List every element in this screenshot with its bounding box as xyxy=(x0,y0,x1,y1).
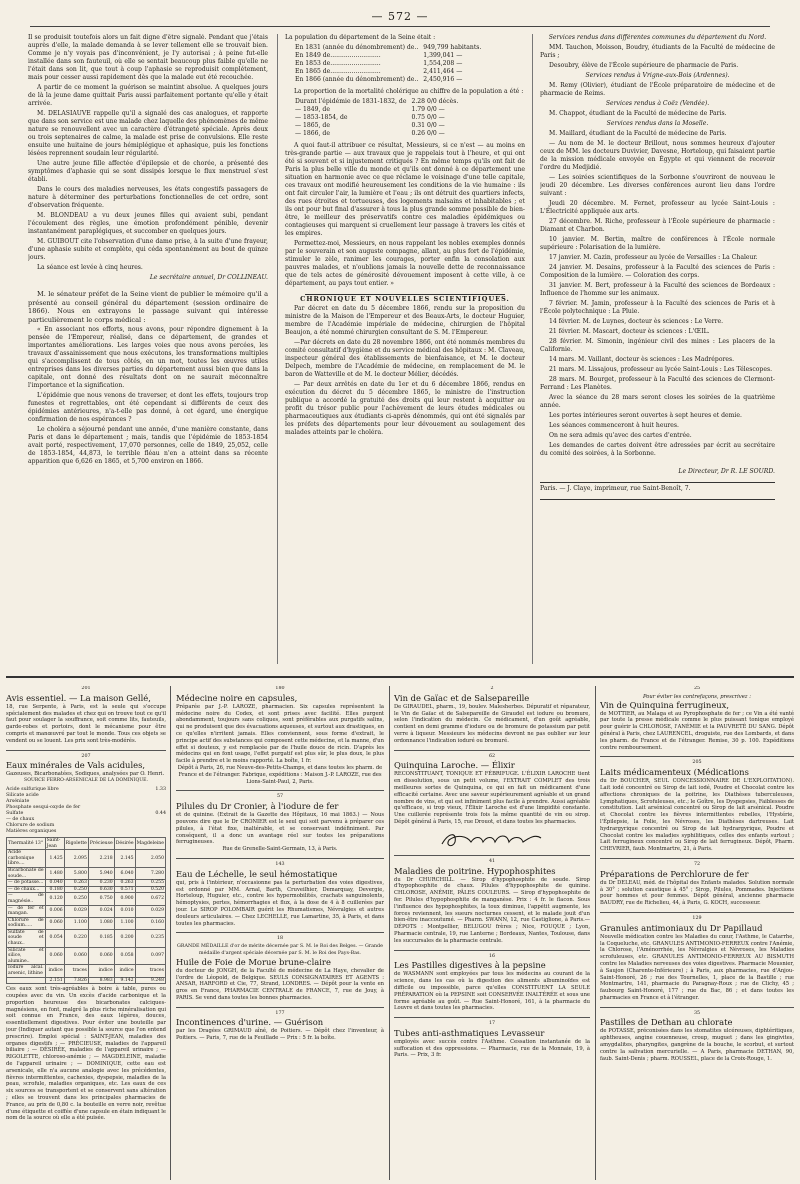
ad-footer: Ces eaux sont très-agréables à boire à table, pures ou coupées avec du vin. Un excès d'acide carbonique et la proportion heureuse des bicarbonates calciques-magnésiens, en font, malgré la plus riche minéralisation qui soit connue en France, des eaux légères, douces, essentiellement digestives. Pour éviter une bouteille par jour (Indiquer autant que possible la source que l'on entend prescrire). Emploi spécial : SAINT-JEAN, maladies des organes digestifs ; — PRÉCIEUSE, maladies de l'appareil biliaire ; — DÉSIRÉE, maladies de l'appareil urinaire ; — RIGOLETTE, chloroso-anémie ; — MAGDELEINE, maladie de l'appareil urinaire ; — DOMINIQUE, cette eau est arsenicale, elle n'a aucune analogie avec les précédentes, fièvres intermittentes, cachexies, dyspepsie, maladies de la peau, scrofule, maladies organiques, etc. Les eaux de ces six sources se transportent et se conservent sans altération ; elles se trouvent dans les principales pharmacies de France, au prix de 0,80 c. la bouteille en verre noir, revêtue d'une étiquette et coiffée d'une capsule en étain indiquant le nom de la source où elle a été puisée. xyxy=(6,986,166,1122)
ad-title: Eau de Léchelle, le seul hémostatique xyxy=(176,868,338,879)
row-label: — de chaux... xyxy=(7,886,46,893)
ad-divider xyxy=(176,932,384,933)
ad-number: 17 xyxy=(488,1021,496,1027)
table-row xyxy=(7,965,166,977)
table-cell: 9.142 xyxy=(114,977,135,984)
table-row xyxy=(7,880,166,887)
ad-number: 62 xyxy=(488,753,496,759)
paragraph: — Les soirées scientifiques de la Sorbonne s'ouvriront de nouveau le jeudi 20 décembre. Les diverses conférences auront lieu dans l'ordre suivant : xyxy=(540,174,775,197)
table-cell: 9.248 xyxy=(135,977,165,984)
list-item: Chlorure de sodium xyxy=(6,822,55,828)
ad-divider xyxy=(176,790,384,791)
table-cell: 7.280 xyxy=(135,867,165,879)
lecture-item: 28 février. M. Simonin, ingénieur civil des mines : Les placers de la Californie. xyxy=(540,338,775,353)
ad-title: Laits médicamenteux (Médications xyxy=(600,767,749,778)
section-heading: Services rendus dans la Moselle. xyxy=(606,120,709,127)
section-heading: Services rendus à Coëz (Vendée). xyxy=(605,100,710,107)
column-2 xyxy=(285,34,525,664)
ad-divider xyxy=(6,750,166,751)
table-cell: 5.800 xyxy=(64,867,88,879)
report-intro: M. le sénateur préfet de la Seine vient de publier le mémoire qu'il a présenté au conseil général du département (session ordinaire de 1866). Nous en extrayons le passage suivant qui intéresse particulièrement le corps médical : xyxy=(28,290,268,324)
table-row xyxy=(295,60,486,68)
row-label: Sulfate de soude et chaux.. xyxy=(8,929,44,947)
row-label: Iodure alcal. arsenic, lithine xyxy=(8,965,44,977)
row-label: En 1865 de.......................... xyxy=(295,68,381,75)
ad-divider xyxy=(176,858,384,859)
table-cell: 0.060 xyxy=(45,917,64,929)
ad-number: 72 xyxy=(693,861,701,867)
row-value: 2,411,464 — xyxy=(423,68,463,75)
ad-jongh xyxy=(176,936,384,1001)
ad-body: Nouvelle médication contre les Maladies du cœur, l'Asthme, le Catarrhe, la Coqueluche, etc. GRANULES ANTIMONIO-FERREUX contre l'Anémie, la Chlorose, l'Aménorrhée, les Névralgies et Névroses, les Maladies scrofuleuses, etc. GRANULES ANTIMONIO-FERREUX AU BISMUTH contre les Maladies nerveuses des voies digestives. Pharmacie Mousnier, à Saujon (Charente-Inférieure) ; à Paris, aux pharmacies, rue d'Anjou-Saint-Honoré, 26 ; rue des Tournelles, 1, place de la Bastille ; rue Montmartre, 141, pharmacie du Paragnay-Roux ; rue de Clichy, 45 ; faubourg Saint-Honoré, 177 ; rue du Bac, 86 ; et dans toutes les pharmacies en France et à l'étranger. xyxy=(600,933,794,1001)
population-intro: La population du département de la Seine était : xyxy=(285,34,436,41)
ad-medal: GRANDE MÉDAILLE d'or de mérite décernée par S. M. le Roi des Belges. — Grande médaille d'argent spéciale décernée par S. M. le Roi des Pays-Bas. xyxy=(177,944,383,956)
paragraph: M. Remy (Olivier), étudiant de l'École préparatoire de médecine et de pharmacie de Reims. xyxy=(540,82,775,97)
paragraph: Les séances commenceront à huit heures. xyxy=(549,422,679,429)
table-row xyxy=(295,68,486,76)
ad-number: 18 xyxy=(276,936,284,942)
row-label: — 1849, de xyxy=(295,106,330,113)
ad-address: Dépôt à Paris, 26, rue Neuve-des-Petits-Champs, et dans toutes les pharm. de France et de l'étranger. Fabrique, expéditions : Maison J.-P. LAROZE, rue des Lions-Saint-Paul, 2, Paris. xyxy=(177,764,383,785)
paragraph: MM. Tauchon, Moisson, Boudry, étudiants de la Faculté de médecine de Paris ; xyxy=(540,44,775,59)
ad-dethan xyxy=(600,1011,794,1063)
list-item: Silicate acide xyxy=(6,792,39,798)
table-cell: 0.672 xyxy=(135,893,165,905)
table-row xyxy=(295,114,463,122)
table-cell: 0.180 xyxy=(45,886,64,893)
director-signature: Le Directeur, Dr R. LE SOURD. xyxy=(678,468,775,475)
ad-number: 180 xyxy=(275,686,285,691)
column-header: Thermalité 13° xyxy=(7,837,46,849)
report-paragraph: « En associant nos efforts, nous avons, pour répondre dignement à la pensée de l'Empereur, réalisé, dans ce département, de grandes et importantes améliorations. Les larges voies que nous avons percées, les travaux d'assainissement que nous exécutons, les transformations multiples qui s'accomplissent de tous côtés, en un mot, toutes les œuvres utiles entreprises dans les diverses parties du département aussi bien que dans la capitale, ont donné des résultats dont on ne saurait méconnaître l'importance et la signification. xyxy=(28,326,268,390)
ad-divider xyxy=(600,858,794,859)
ad-perchlorure xyxy=(600,862,794,907)
row-label: Silicate et silice, alumine.. xyxy=(8,947,44,964)
ad-number: 35 xyxy=(693,1010,701,1016)
paragraph: M. Maillard, étudiant de la Faculté de médecine de Paris. xyxy=(549,130,727,137)
column-header: Saint-Jean xyxy=(45,837,64,849)
ad-body: 18, rue Serpente, à Paris, est la seule qui s'occupe spécialement des malades et chez qui on trouve tout ce qu'il faut pour soulager la souffrance, soit comme lits, fauteuils, garde-robes et portoirs, dont le mécanisme pour être compris et manœuvré par tout le monde. Tous ces objets se vendent ou se louent. Les prix sont très-modérés. xyxy=(6,703,166,744)
paragraph: Permettez-moi, Messieurs, en nous rappelant les nobles exemples donnés par le souverain et son auguste compagne, allant, au plus fort de l'épidémie, stimuler le zèle, ranimer les courages, porter enfin la consolation aux pauvres malades, et n'oublions jamais la nouvelle dette de reconnaissance que de tels actes de générosité dévouement imposent à cette ville, à ce département, au pays tout entier. » xyxy=(285,240,525,287)
mineral-table xyxy=(6,837,166,984)
paragraph: M. GUIBOUT cite l'observation d'une dame prise, à la suite d'une frayeur, d'une aphasie subite et complète, qui céda spontanément au bout de quinze jours. xyxy=(28,238,268,261)
ad-body: et de quinine. (Extrait de la Gazette des Hôpitaux, 16 mai 1863.) — Nous pouvons dire que le Dr CRONIER est le seul qui soit parvenu à préparer ces pilules, à l'état fixe, inaltérable, et se conservant indéfiniment. Par conséquent, il a donc un avantage réel sur toutes les préparations ferrugineuses. xyxy=(176,812,384,846)
ad-number: 143 xyxy=(275,861,285,867)
row-label xyxy=(7,977,46,984)
table-row xyxy=(7,893,166,905)
table-row xyxy=(295,44,486,52)
table-cell: 2.050 xyxy=(135,850,165,868)
table-cell: 0.185 xyxy=(88,929,114,947)
ad-body: Gazeuses, Bicarbonatées, Sodiques, analysées par O. Henri. xyxy=(6,771,165,778)
ad-divider xyxy=(394,1017,590,1018)
table-cell: 1.080 xyxy=(88,917,114,929)
paragraph: M. Chappot, étudiant de la Faculté de médecine de Paris. xyxy=(549,110,727,117)
ad-column-3 xyxy=(394,686,590,1182)
list-item: Matières organiques xyxy=(6,828,57,834)
paragraph: M. DELASIAUVE rappelle qu'il a signalé des cas analogues, et rapporte que dans son service est une malade chez laquelle des phénomènes de même nature se renouvellent avec un caractère d'étrangeté spéciale. Après deux ou trois septenaires de calme, la malade est prise de convulsions. Elle reste ensuite une huitaine de jours hémiplégique et aphasique, puis les fonctions lésées reprennent soudain leur régularité. xyxy=(28,110,268,157)
advertisements-section xyxy=(0,680,800,1184)
table-header-row xyxy=(7,837,166,849)
ad-title: Tubes anti-asthmatiques Levasseur xyxy=(394,1027,545,1038)
lecture-item: 21 février. M. Mascart, docteur ès sciences : L'ŒIL. xyxy=(549,328,710,335)
column-rule xyxy=(532,34,533,664)
ad-number: 41 xyxy=(488,858,496,864)
ad-title: Vin de Gaïac et de Salsepareille xyxy=(394,692,530,703)
ad-subtitle: SOURCE FERRO-ARSENICALE DE LA DOMINIQUE. xyxy=(24,778,148,784)
table-cell: 0.160 xyxy=(135,917,165,929)
paragraph: Avec la séance du 28 mars seront closes les soirées de la quatrième année. xyxy=(540,394,775,409)
ad-body: De GIRAUDEL, pharm., 19, boulev. Malesherbes. Dépuratif et réparateur, le Vin de Gaïac et de Salsepareille de Giraudel est iodure ou bromure, selon l'indication du médecin. Ce médicament, d'un goût agréable, contient en demi gramme d'iodure ou de bromure de potassium par petit verre à liqueur. Messieurs les médecins devront ne pas oublier sur leur ordonnance l'indication ioduré ou bromuré. xyxy=(394,703,590,744)
lecture-item: 31 janvier. M. Bert, professeur à la Faculté des sciences de Bordeaux : Influence de l'homme sur les animaux. xyxy=(540,282,775,297)
table-row xyxy=(7,905,166,917)
chronicle-paragraph: — Par deux arrêtés en date du 1er et du 6 décembre 1866, rendus en exécution du décret du 5 décembre 1865, le ministre de l'instruction publique a accordé la gratuité des droits qui leur restent à acquitter au profit du trésor public pour l'achèvement de leurs études médicales ou pharmaceutiques aux étudiants ci-après dénommés, qui ont été signalés par les préfets des départements pour leur dévouement au soulagement des malades atteints par le choléra. xyxy=(285,381,525,436)
report-paragraph: L'épidémie que nous venons de traverser, et dont les effets, toujours trop funestes et regrettables, ont été cependant si différents de ceux des épidémies antérieures, n'a-t-elle pas donné, à cet égard, une énergique confirmation de nos espérances ? xyxy=(28,392,268,424)
paragraph: M. BLONDEAU a vu deux jeunes filles qui avaient subi, pendant l'écoulement des règles, une émotion profondément pénible, devenir instantanément paraplégiques, et succomber en quelques jours. xyxy=(28,212,268,235)
lecture-item: 10 janvier. M. Bertin, maître de conférences à l'École normale supérieure : Polarisation de la lumière. xyxy=(540,236,775,251)
table-cell: 0.235 xyxy=(135,929,165,947)
paragraph: Les demandes de cartes doivent être adressées par écrit au secrétaire du comité des soirées, à la Sorbonne. xyxy=(540,442,775,457)
table-cell: 7.826 xyxy=(64,977,88,984)
column-header: Désirée xyxy=(114,837,135,849)
ad-title: Vin de Quinquina ferrugineux, xyxy=(600,699,730,710)
ad-title: Préparations de Perchlorure de fer xyxy=(600,868,749,879)
paragraph: Une autre jeune fille affectée d'épilepsie et de chorée, a présenté des symptômes d'aphasie qui se sont dissipés lorsque le flux menstruel s'est établi. xyxy=(28,160,268,183)
imprint-rule xyxy=(540,482,775,483)
table-row xyxy=(295,106,463,114)
row-label: Durant l'épidémie de 1831-1832, de xyxy=(295,98,407,105)
table-cell: 0.250 xyxy=(64,886,88,893)
table-row xyxy=(295,130,463,138)
lecture-item: 24 janvier. M. Desains, professeur à la Faculté des sciences de Paris : Composition de la lumière. — Coloration des corps. xyxy=(540,264,775,279)
ad-title: Médecine noire en capsules, xyxy=(176,692,298,703)
ad-title: Huile de Foie de Morue brune-claire xyxy=(176,956,331,967)
row-label: Acide carbonique libre.... xyxy=(7,850,46,868)
ad-body: du Dr DELEAU, méd. de l'hôpital des Enfants malades. Solution normale à 30° ; solution caustique à 45° ; Sirop, Pilules, Pommades. Injections pour hommes et pour femmes. Dépôt général, ancienne pharmacie BAUDRY, rue de Richelieu, 44, à Paris, G. KOCH, successeur. xyxy=(600,879,794,907)
ad-divider xyxy=(176,1007,384,1008)
table-row xyxy=(7,850,166,868)
paragraph: Dans le cours des maladies nerveuses, les états congestifs passagers de nature à déterminer des perturbations fonctionnelles de cet ordre, sont d'observation fréquente. xyxy=(28,186,268,209)
ad-cronier xyxy=(176,794,384,853)
mortality-table xyxy=(295,98,463,138)
ad-title: Granules antimoniaux du Dr Papillaud xyxy=(600,922,763,933)
table-cell: 0.255 xyxy=(135,880,165,887)
lecture-item: 7 février. M. Jamin, professeur à la Faculté des sciences de Paris et à l'École polytechnique : La Pluie. xyxy=(540,300,775,315)
table-cell: 6.040 xyxy=(114,867,135,879)
table-cell: 0.040 xyxy=(45,880,64,887)
ad-column-1 xyxy=(6,686,166,1182)
mortality-intro: La proportion de la mortalité cholérique au chiffre de la population a été : xyxy=(294,88,524,95)
table-cell: 0.029 xyxy=(135,905,165,917)
table-cell: 0.060 xyxy=(45,947,64,965)
column-header: Rigolette xyxy=(64,837,88,849)
table-cell: 0.900 xyxy=(114,893,135,905)
ad-title: Maladies de poitrine. Hypophosphites xyxy=(394,865,556,876)
ad-body: du Dr CHURCHILL. — Sirop d'hypophosphite de soude. Sirop d'hypophosphite de chaux. Pilules d'hypophosphite de quinine. CHLOROSE, ANÉMIE, PÂLES COULEURS. — Sirop d'hypophosphite de fer. Pilules d'hypophosphite de manganèse. Prix : 4 fr. le flacon. Sous l'influence des hypophosphites, la toux diminue, l'appétit augmente, les forces reviennent, les sueurs nocturnes cessent, et le malade jouit d'un bien-être inaccoutumé. — Pharm. SWANN, 12, rue Castiglione, à Paris.— DÉPOTS : Montpellier, BELUGOU frères ; Nice, FOUQUE ; Lyon, Pharmacie centrale, 19, rue Lanterne ; Bordeaux, Nantes, Toulouse, dans les succursales de la pharmacie centrale. xyxy=(394,876,590,944)
table-row xyxy=(7,867,166,879)
paragraph: On ne sera admis qu'avec des cartes d'entrée. xyxy=(549,432,692,439)
ad-guerison xyxy=(176,1011,384,1042)
row-value: 949,799 habitants. xyxy=(423,44,482,51)
table-cell: 2.145 xyxy=(114,850,135,868)
ad-number: 57 xyxy=(276,794,284,800)
row-value: 2,450,916 — xyxy=(423,76,463,83)
row-label: — de fer et mangan. xyxy=(8,905,44,917)
lecture-item: 28 mars. M. Bourget, professeur à la Faculté des sciences de Clermont-Ferrand : Les Planètes. xyxy=(540,376,775,391)
table-cell: traces xyxy=(135,965,165,977)
table-row xyxy=(295,122,463,130)
ad-divider xyxy=(600,1007,794,1008)
table-cell: indice xyxy=(45,965,64,977)
table-cell: 0.230 xyxy=(88,880,114,887)
ad-divider xyxy=(600,912,794,913)
ad-body: de MOTTIER, au Malaga et au Pyrophosphate de fer ; ce Vin a été vanté par toute la presse médicale comme le plus puissant tonique employé pour guérir la CHLOROSE, l'ANÉMIE et la PAUVRETÉ DU SANG. Dépôt général à Paris, chez LAURENCEL, droguiste, rue des Lombards, et dans les pharm. de France et de l'étranger. Remise, 30 p. 100. Expéditions contre remboursement. xyxy=(600,710,794,751)
ad-divider xyxy=(394,750,590,751)
row-value: 1,554,208 — xyxy=(423,60,463,67)
population-table xyxy=(295,44,486,84)
paragraph: Les portes intérieures seront ouvertes à sept heures et demie. xyxy=(549,412,742,419)
advertisements-rule xyxy=(6,676,794,678)
row-label: Chlorure de sodium..... xyxy=(8,917,44,929)
ad-quinquina-laroche xyxy=(394,754,590,850)
ad-title: Les Pastilles digestives à la pepsine xyxy=(394,960,546,971)
ad-gelle xyxy=(6,686,166,745)
table-cell: 0.010 xyxy=(114,905,135,917)
table-cell: 1.480 xyxy=(45,867,64,879)
chronicle-paragraph: Par décret en date du 5 décembre 1866, rendu sur la proposition du ministre de la Maison de l'Empereur et des Beaux-Arts, le docteur Huguier, membre de l'Académie impériale de médecine, chirurgien de l'hôpital Beaujon, a été nommé chirurgien consultant de S. M. l'Empereur. xyxy=(285,305,525,336)
ad-number: 201 xyxy=(81,686,91,691)
lecture-item: 17 janvier. M. Cazin, professeur au lycée de Versailles : La Chaleur. xyxy=(549,254,758,261)
table-cell: 0.263 xyxy=(64,880,88,887)
column-1 xyxy=(28,34,268,664)
row-value: 0.75 0/0 — xyxy=(411,114,445,121)
ad-title: Pastilles de Dethan au chlorate xyxy=(600,1017,733,1028)
ad-body: Préparée par J.-P. LAROZE, pharmacien. Six capsules représentent la médecine noire du Codex, et sont prises avec facilité. Elles purgent abondamment, toujours sans coliques, sont préférables aux purgatifs salins, qui ne produisent que des évacuations aqueuses, et surtout aux drastiques, en ce qu'elles n'irritent jamais. Elles conviennent, sous forme d'extrait, le principe actif des substances qui composent cette médecine, et la manne, d'un effet si douteux, y est remplacée par de l'huile douce de ricin. D'après les médecins qui en font usage, l'effet purgatif est plus sûr, le plus doux, le plus facile à prendre et le moins rapporté. La boîte, 1 fr. xyxy=(176,703,384,765)
ad-body: qui, pris à l'intérieur, n'occasionne pas la perturbation des voies digestives, est ordonné par MM. Arnal, Barth, Cruveilhier, Demarquay, Devergie, Horteloup, Huguier, etc., contre les hypermobilités, crachats sanguinolents, hémoptysies, pertes, hémorrhagies et flux, à la dose de 4 à 8 cuillerées par jour. Le SIROP POLOMBAIR guérit les Rhumatismes, Névralgies et autres douleurs articulaires. — Chez LECHELLE, rue Lamartine, 35, à Paris, et dans toutes les pharmacies. xyxy=(176,879,384,927)
table-cell: 0.054 xyxy=(45,929,64,947)
lecture-item: 21 mars. M. Lissajous, professeur au lycée Saint-Louis : Les Télescopes. xyxy=(549,366,773,373)
table-cell: 2.218 xyxy=(88,850,114,868)
composition-list xyxy=(6,787,166,835)
chronicle-title: CHRONIQUE ET NOUVELLES SCIENTIFIQUES. xyxy=(300,295,510,303)
table-cell: 0.024 xyxy=(88,905,114,917)
table-cell: 0.520 xyxy=(135,886,165,893)
ad-column-4 xyxy=(600,686,794,1182)
row-label: En 1853 de.......................... xyxy=(295,60,381,67)
table-cell: 0.263 xyxy=(114,880,135,887)
table-cell: 8.983 xyxy=(88,977,114,984)
paragraph: A partir de ce moment la guérison se maintint absolue. A quelques jours de là la jeune dame quittait Paris aussi parfaitement portante qu'elle y était arrivée. xyxy=(28,84,268,107)
table-cell: 0.120 xyxy=(45,893,64,905)
paragraph: A quoi faut-il attribuer ce résultat, Messieurs, si ce n'est — au moins en très-grande partie — aux travaux que je rappelais tout à l'heure, et qui ont été si souvent et si injustement critiqués ? En même temps qu'ils ont fait de Paris la plus belle ville du monde et qu'ils ont donné à ce département une situation en harmonie avec ce que réclame le voisinage d'une telle capitale, ces travaux ont modifié heureusement les conditions de la vie humaine : ils ont fait circuler l'air, la lumière et l'eau ; ils ont détruit des quartiers infects, des rues étroites et tortueuses, des logements malsains et inhabitables ; et ils ont pour but final d'assurer à tous la plus grande somme possible de bien-être, le meilleur des préservatifs contre ces maladies épidémiques ou contagieuses qui marquent si cruellement leur passage à travers les cités et les empires. xyxy=(285,142,525,237)
ad-title: Quinquina Laroche. — Élixir xyxy=(394,760,515,771)
table-cell: 0.060 xyxy=(88,947,114,965)
header-rule xyxy=(30,26,770,27)
row-label: En 1866 (année du dénombrement) de.. xyxy=(295,76,419,83)
ad-number: 25 xyxy=(693,686,701,691)
ad-boucher xyxy=(600,760,794,853)
table-row xyxy=(7,929,166,947)
table-cell: 0.006 xyxy=(45,905,64,917)
ad-body: employés avec succès contre l'Asthme. Cessation instantanée de la suffocation et des oppressions. — Pharmacie, rue de la Monnaie, 19, à Paris. — Prix, 3 fr. xyxy=(394,1038,590,1059)
table-row xyxy=(7,977,166,984)
ad-number: 16 xyxy=(488,953,496,959)
table-cell: 0.200 xyxy=(114,929,135,947)
column-header: Magdeleine xyxy=(135,837,165,849)
paragraph: Il se produisit toutefois alors un fait digne d'être signalé. Pendant que j'étais auprès d'elle, la malade demanda à se lever tellement elle se trouvait bien. Comme je n'y voyais pas d'inconvénient, je l'y autorisai ; à peine fut-elle installée dans son fauteuil, où elle se sentait beaucoup plus faible qu'elle ne l'était dans son lit, que tout à coup l'aphasie se reproduisit complétement, mais pour cesser aussi rapidement dès que la malade eut été recouchée. xyxy=(28,34,268,81)
table-cell: 0.220 xyxy=(64,929,88,947)
table-row xyxy=(295,98,463,106)
table-cell: 0.250 xyxy=(64,893,88,905)
ad-papillaud xyxy=(600,916,794,1002)
table-cell: 0.630 xyxy=(88,886,114,893)
row-value: 2.28 0/0 décès. xyxy=(411,98,459,105)
row-label: — 1853-1854, de xyxy=(295,114,348,121)
mineral-table-body xyxy=(7,850,166,984)
ad-title: Pilules du Dr Cronier, à l'iodure de fer xyxy=(176,801,339,812)
list-item: — de chaux xyxy=(6,816,35,822)
secretary-signature: Le secrétaire annuel, Dr COLLINEAU. xyxy=(149,274,268,281)
table-cell: 0.571 xyxy=(114,886,135,893)
ad-number: 2 xyxy=(490,686,494,691)
row-label: En 1849 de.......................... xyxy=(295,52,381,59)
ad-number: 207 xyxy=(81,753,91,759)
row-label: Bicarbonate de soude... xyxy=(8,867,44,879)
paragraph: Desoubry, élève de l'École supérieure de pharmacie de Paris. xyxy=(549,62,739,69)
ad-pepsine xyxy=(394,954,590,1013)
ad-title: Incontinences d'urine. — Guérison xyxy=(176,1017,324,1028)
printer-imprint: Paris. — J. Claye, imprimeur, rue Saint-Benoît, 7. xyxy=(540,485,691,492)
section-heading: Services rendus à Vrigne-aux-Bois (Ardennes). xyxy=(585,72,730,79)
list-item: Acide sulfurique libre 1.33 xyxy=(6,786,166,792)
ad-body: RECONSTITUANT, TONIQUE ET FÉBRIFUGE. L'ÉLIXIR LAROCHE tient en dissolution, sous un petit volume, l'EXTRAIT COMPLET des trois meilleures sortes de Quinquina, ce qui en fait un médicament d'une efficacité certaine. Avec une saveur supérieurement agréable et un grand nombre de vins, et qui est infiniment plus facile à prendre. Aussi agréable qu'efficace, si trop vieux, l'Élixir Laroche est d'une limpidité constante. Une cuillerée représente trois fois la même quantité de vin ou sirop. Dépôt général à Paris, 15, rue Drouot, et dans toutes les pharmacies. xyxy=(394,771,590,825)
ad-body: de POTASSE, préconisées dans les stomatites ulcéreuses, diphtéritiques, aphtheuses, angine couenneuse, croup, muguet ; dans les gingivites, amygdalites, pharyngites, gangrène de la bouche, le scorbut, et surtout contre la salivation mercurielle. — A Paris, pharmacie DETHAN, 90, faub. Saint-Denis ; pharm. ROUSSEL, place de la Croix-Rouge, 1. xyxy=(600,1028,794,1062)
ad-body: du docteur de JONGH, de la Faculté de médecine de La Haye, chevalier de l'ordre de Léopold, de Belgique. SEULS CONSIGNATAIRES ET AGENTS : ANSAR, HARFORD et Cie, 77, Strand, LONDRES. — Dépôt pour la vente en gros en France, PHARMACIE CENTRALE de FRANCE, 7, rue de Jouy, à PARIS. Se vend dans toutes les bonnes pharmacies. xyxy=(176,967,384,1001)
ad-number: 177 xyxy=(275,1010,285,1016)
row-label: — 1866, de xyxy=(295,130,330,137)
ad-vals xyxy=(6,754,166,1123)
ad-number: 205 xyxy=(692,760,702,766)
row-value: 0.26 0/0 — xyxy=(411,130,445,137)
ad-lead: Pour éviter les contrefaçons, prescrivez : xyxy=(643,693,751,700)
paragraph: La séance est levée à cinq heures. xyxy=(37,264,143,271)
row-label: — de magnésie.. xyxy=(8,893,44,904)
ad-body: de WASMANN sont employées par tous les médecins au courant de la science, dans les cas où la digestion des aliments albuminoïdes est difficile ou impossible, parce qu'elles CONSTITUENT LA SEULE PRÉPARATION où la PEPSINE soit CONSERVÉE INALTÉRÉE et sous une forme agréable au goût. — Rue Saint-Honoré, 161, à la pharmacie du Louvre et dans toutes les pharmacies. xyxy=(394,971,590,1012)
ad-hypophosphites xyxy=(394,859,590,945)
section-heading: Services rendus dans différentes communes du département du Nord. xyxy=(548,34,767,41)
lecture-item: 14 février. M. de Luynes, docteur ès sciences : Le Verre. xyxy=(549,318,724,325)
ad-column-2 xyxy=(176,686,384,1182)
table-row xyxy=(7,917,166,929)
ad-divider xyxy=(394,855,590,856)
row-label: — de potasse... xyxy=(8,880,44,886)
ad-body: du Dr BOUCHER, SEUL CONCESSIONNAIRE DE L'EXPLOITATION). Lait iodé concentré ou Sirop de lait iodé, Poudre et Chocolat contre les affections chroniques de la poitrine, les Diathèses tuberculeuses, Lymphatiques, Scrofuleuses, etc.; le Goître, les Dyspepsies, Faiblesses de constitution. Lait arsénical concentré ou Sirop de lait arsénical. Poudre et Chocolat contre les fièvres intermittentes rebelles, l'Hystérie, l'Épilepsie, la Folie, les Névroses, les Diathèses dartreuses. Lait hydrargyrique concentré ou Sirop de lait hydrargyrique, Poudre et Chocolat contre les maladies syphilitiques, celles des enfants surtout ; Lait ferrugineux concentré ou Sirop de lait ferrugineux. Dépôt, Pharm. CHEVRIER, faub. Montmartre, 21, à Paris. xyxy=(600,778,794,853)
table-cell: 0.029 xyxy=(64,905,88,917)
table-cell: 0.058 xyxy=(114,947,135,965)
lecture-item: 27 décembre. M. Riche, professeur à l'École supérieure de pharmacie : Diamant et Charbon. xyxy=(540,218,775,233)
ad-address: Rue de Grenelle-Saint-Germain, 13, à Paris. xyxy=(222,846,338,853)
ad-divider xyxy=(600,756,794,757)
paragraph: — Au nom de M. le docteur Brillout, nous sommes heureux d'ajouter ceux de MM. les docteurs Duvivier, Davesne, Horteloup, qui faisaient partie de la mission médicale envoyée en Égypte et qui viennent de recevoir l'ordre du Medjidié. xyxy=(540,140,775,171)
column-rule xyxy=(277,34,278,664)
page-number: — 572 — xyxy=(371,10,429,23)
list-item: Arséniate xyxy=(6,798,30,804)
ad-divider xyxy=(394,950,590,951)
table-cell: 5.940 xyxy=(88,867,114,879)
table-cell: indice xyxy=(88,965,114,977)
ad-number: 129 xyxy=(692,915,702,921)
table-cell: traces xyxy=(64,965,88,977)
ad-title: Eaux minérales de Vals acidules, xyxy=(6,760,146,771)
list-item: Phosphate sesqui-oxyde de fer xyxy=(6,804,81,810)
ad-quinquina-ferrugineux xyxy=(600,686,794,751)
row-label: — 1865, de xyxy=(295,122,330,129)
table-cell: 0.750 xyxy=(88,893,114,905)
table-cell: 1.100 xyxy=(64,917,88,929)
ad-levasseur xyxy=(394,1021,590,1059)
ad-body: par les Dragées GRIMAUD aîné, de Poitiers. — Dépôt chez l'inventeur, à Poitiers. — Paris, 7, rue de la Feuillade — Prix : 5 fr. la boîte. xyxy=(176,1028,384,1042)
report-paragraph: Le choléra a séjourné pendant une année, d'une manière constante, dans Paris et dans le département ; mais, tandis que l'épidémie de 1853-1854 avait porté, respectivement, 17,070 personnes, celle de 1849, 25,052, celle de 1853-1854, 44,873, le terrible fléau n'en a atteint dans sa récente apparition que 6,626 en 1865, et 5,700 environ en 1866. xyxy=(28,426,268,466)
table-cell: 2.095 xyxy=(64,850,88,868)
list-item: Sulfate 0.44 xyxy=(6,810,166,816)
chronicle-paragraph: —Par décrets en date du 28 novembre 1866, ont été nommés membres du comité consultatif d'hygiène et du service médical des hôpitaux : M. Claveau, inspecteur général des établissements de bienfaisance, et M. le docteur Delpech, membre de l'Académie de médecine, en remplacement de M. le baron de Watteville et de M. le docteur Mélier, décédés. xyxy=(285,339,525,378)
table-row xyxy=(295,52,486,60)
table-row xyxy=(7,886,166,893)
row-value: 1,399,041 — xyxy=(423,52,463,59)
table-cell: 0.097 xyxy=(135,947,165,965)
ad-laroze xyxy=(176,686,384,785)
row-value: 0.31 0/0 — xyxy=(411,122,445,129)
table-cell: 0.060 xyxy=(64,947,88,965)
table-cell: 1.100 xyxy=(114,917,135,929)
ad-title: Avis essentiel. — La maison Gellé, xyxy=(6,692,151,703)
imprint-rule xyxy=(540,499,775,500)
table-cell: 2.151 xyxy=(45,977,64,984)
table-cell: 1.425 xyxy=(45,850,64,868)
row-value: 1.79 0/0 — xyxy=(411,106,445,113)
lecture-item: Jeudi 20 décembre. M. Fernet, professeur au lycée Saint-Louis : L'Électricité appliquée aux arts. xyxy=(540,200,775,215)
table-cell: indice xyxy=(114,965,135,977)
ad-lechelle xyxy=(176,862,384,927)
table-row xyxy=(295,76,486,84)
signature-graphic xyxy=(437,828,547,850)
table-row xyxy=(7,947,166,965)
lecture-item: 14 mars. M. Vaillant, docteur ès sciences : Les Madrépores. xyxy=(549,356,735,363)
column-3 xyxy=(540,34,775,664)
column-header: Précieuse xyxy=(88,837,114,849)
ad-gaiac xyxy=(394,686,590,745)
row-label: En 1831 (année du dénombrement) de.. xyxy=(295,44,419,51)
